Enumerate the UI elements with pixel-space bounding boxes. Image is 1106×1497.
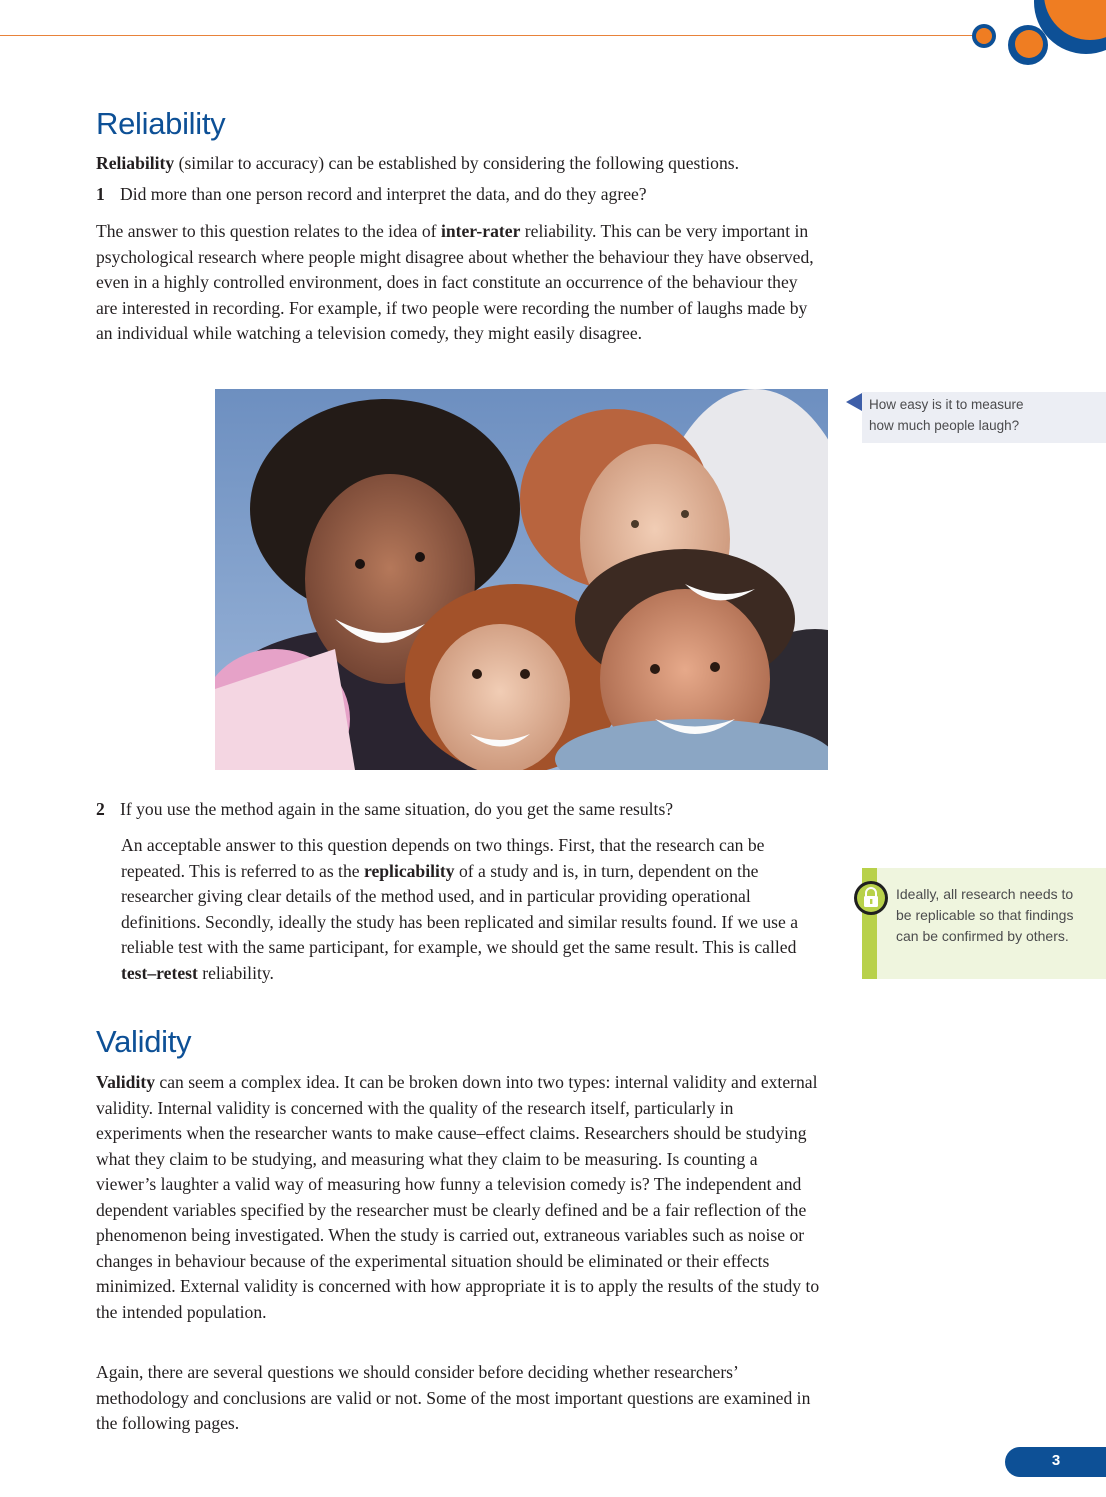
question-1-text: Did more than one person record and interpret the data, and do they agree? xyxy=(120,184,647,204)
test-retest-term: test–retest xyxy=(121,962,198,983)
inter-rater-term: inter-rater xyxy=(440,221,521,241)
inter-rater-text-b: reliability. This can be very important in psychological research where people might disagree about whether the behaviour they have observed, even in a highly controlled environment, does in fact constitute an occurrence of the behaviour they are interested in recording. For example, if two people were recording the number of laughs made by an individual while watching a television comedy, they might easily disagree. xyxy=(96,221,814,343)
validity-text: can seem a complex idea. It can be broken down into two types: internal validity and external validity. Internal validity is concerned with the quality of the research itself, particularly in experiments when the researcher wants to make cause–effect claims. Researchers should be studying what they claim to be studying, and measuring what they claim to be measuring. Is counting a viewer’s laughter a valid way of measuring how funny a television comedy is? The independent and dependent variables specified by the researcher must be clearly defined and be a fair reflection of the phenomenon being investigated. When the study is carried out, extraneous variables such as noise or changes in behaviour because of the experimental situation should be eliminated or their effects minimized. External validity is concerned with how appropriate it is to apply the results of the study to the intended population. xyxy=(96,1072,820,1322)
tip-text: Ideally, all research needs to be replicable so that findings can be confirmed by others. xyxy=(896,886,1074,944)
replicability-term: replicability xyxy=(363,860,455,881)
reliability-intro xyxy=(96,151,836,177)
caption-pointer xyxy=(846,393,862,411)
info-padlock-icon xyxy=(853,880,889,916)
inter-rater-paragraph xyxy=(96,219,818,347)
validity-term: Validity xyxy=(96,1072,155,1092)
replicability-text-a: An acceptable answer to this question depends on two things. First, that the research can be repeated. This is referred to as the xyxy=(121,835,765,881)
decorative-circles xyxy=(966,0,1106,70)
reliability-term: Reliability xyxy=(96,153,175,173)
inter-rater-text-a: The answer to this question relates to the idea of xyxy=(96,221,441,241)
question-2-number: 2 xyxy=(96,799,105,819)
reliability-heading: Reliability xyxy=(96,106,226,141)
header-rule xyxy=(0,35,985,36)
question-2-text: If you use the method again in the same situation, do you get the same results? xyxy=(120,799,674,819)
reliability-intro-text: (similar to accuracy) can be established by considering the following questions. xyxy=(174,153,739,173)
question-1-number: 1 xyxy=(96,184,105,204)
question-1 xyxy=(96,182,836,208)
validity-paragraph xyxy=(96,1070,820,1325)
page-number: 3 xyxy=(1051,1452,1061,1469)
replicability-text-c: reliability. xyxy=(197,962,274,983)
photo-caption: How easy is it to measure how much people laugh? xyxy=(869,397,1024,433)
family-photo xyxy=(215,389,828,770)
replicability-text-b: of a study and is, in turn, dependent on the researcher giving clear details of the method used, and in particular providing operational definitions. Secondly, ideally the study has been replicated and similar results found. If we use a reliable test with the same participant, for example, we should get the same result. This is called xyxy=(121,860,799,957)
validity-heading: Validity xyxy=(96,1024,192,1059)
question-2 xyxy=(96,797,836,823)
replicability-paragraph xyxy=(121,833,829,986)
questions-paragraph: Again, there are several questions we should consider before deciding whether researchers’ methodology and conclusions are valid or not. Some of the most important questions are examined in the following pages. xyxy=(96,1362,811,1433)
